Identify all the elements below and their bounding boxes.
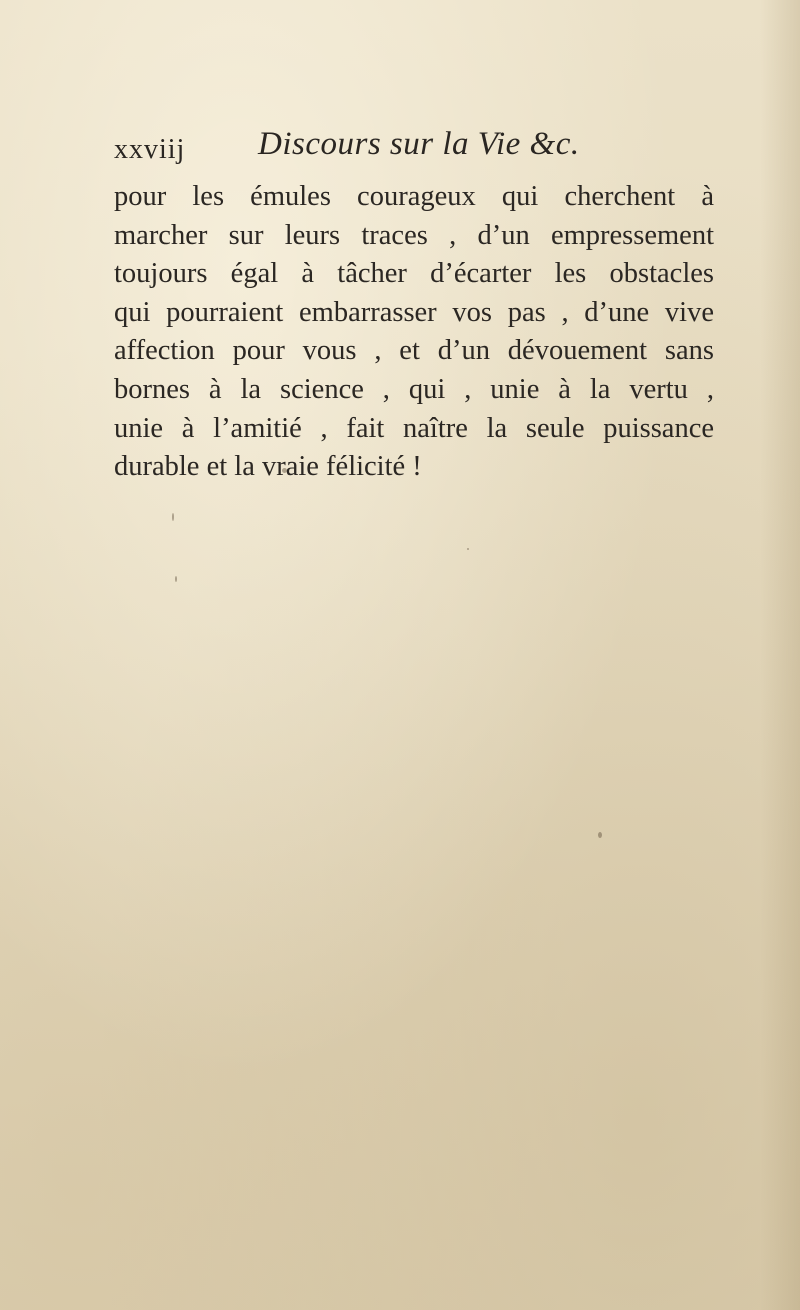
- text-line: unie à l’amitié , fait naître la seule puissance: [114, 412, 714, 444]
- paper-speck: [175, 576, 177, 582]
- page-header: [114, 126, 714, 176]
- text-line: marcher sur leurs traces , d’un empressement: [114, 219, 714, 251]
- page-number: xxviij: [114, 134, 186, 165]
- body-paragraph: [114, 178, 714, 487]
- text-line: bornes à la science , qui , unie à la vertu ,: [114, 373, 714, 405]
- text-line: durable et la vraie félicité !: [114, 451, 422, 483]
- text-line: toujours égal à tâcher d’écarter les obstacles: [114, 258, 714, 290]
- page-edge-shadow: [760, 0, 800, 1310]
- running-title: Discours sur la Vie &c.: [258, 126, 580, 162]
- text-line: affection pour vous , et d’un dévouement sans: [114, 335, 714, 367]
- paper-speck: [172, 513, 174, 521]
- text-line: pour les émules courageux qui cherchent à: [114, 181, 714, 212]
- paper-speck: [467, 548, 469, 550]
- text-line: qui pourraient embarrasser vos pas , d’une vive: [114, 296, 714, 328]
- paper-speck: [598, 832, 602, 838]
- paper-speck: [282, 468, 287, 473]
